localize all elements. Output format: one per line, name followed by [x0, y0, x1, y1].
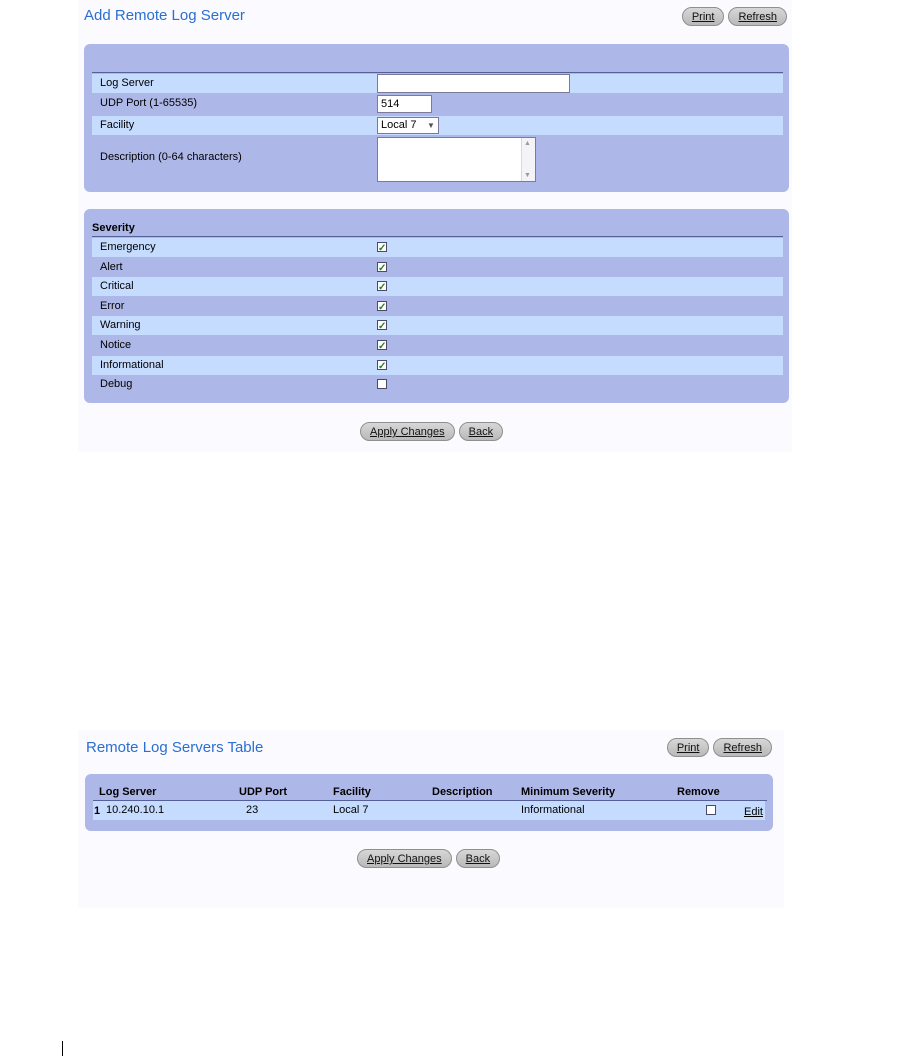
page-title: Add Remote Log Server: [84, 7, 245, 24]
apply-changes-button[interactable]: Apply Changes: [360, 422, 455, 441]
row-index: 1: [94, 805, 101, 817]
divider: [92, 72, 783, 73]
config-panel: [84, 44, 789, 192]
severity-row: [92, 238, 783, 257]
description-textarea[interactable]: [377, 137, 536, 182]
severity-checkbox[interactable]: [377, 340, 387, 350]
severity-label: Notice: [100, 339, 132, 351]
severity-label: Alert: [100, 260, 123, 273]
cell-log-server: 10.240.10.1: [106, 804, 165, 816]
severity-row: [92, 336, 783, 355]
udp-port-label: UDP Port (1-65535): [100, 97, 198, 109]
severity-checkbox[interactable]: [377, 262, 387, 272]
severity-row: [92, 297, 783, 316]
severity-label: Debug: [100, 378, 133, 391]
severity-checkbox[interactable]: [377, 379, 387, 389]
severity-label: Warning: [100, 319, 141, 332]
remove-checkbox[interactable]: [706, 805, 716, 815]
log-server-row: [92, 74, 783, 93]
facility-row: [92, 116, 783, 135]
col-facility: Facility: [333, 786, 371, 798]
severity-row: [92, 277, 783, 296]
col-udp-port: UDP Port: [239, 786, 288, 798]
edit-link[interactable]: Edit: [744, 806, 763, 818]
col-log-server: Log Server: [99, 786, 157, 798]
refresh-button[interactable]: Refresh: [728, 7, 787, 26]
add-log-server-frame: [78, 0, 792, 452]
table-print-button[interactable]: Print: [667, 738, 710, 757]
top-toolbar: [678, 7, 787, 26]
severity-row: [92, 356, 783, 375]
log-servers-table-frame: [78, 730, 784, 908]
severity-header: Severity: [92, 222, 135, 234]
col-remove: Remove: [677, 786, 720, 798]
log-server-label: Log Server: [100, 77, 154, 89]
table-actions: [353, 849, 500, 868]
scroll-down-icon[interactable]: ▼: [524, 172, 531, 179]
severity-checkbox[interactable]: [377, 281, 387, 291]
severity-label: Critical: [100, 280, 134, 293]
severity-checkbox[interactable]: [377, 242, 387, 252]
severity-label: Emergency: [100, 241, 156, 253]
udp-port-row: [92, 94, 783, 113]
table-panel: [85, 774, 773, 831]
col-description: Description: [432, 786, 493, 798]
table-title: Remote Log Servers Table: [86, 739, 264, 756]
chevron-down-icon[interactable]: ▼: [427, 121, 435, 130]
back-button[interactable]: Back: [459, 422, 503, 441]
table-back-button[interactable]: Back: [456, 849, 500, 868]
severity-row: [92, 316, 783, 335]
severity-panel: [84, 209, 789, 403]
severity-label: Informational: [100, 358, 164, 371]
table-apply-changes-button[interactable]: Apply Changes: [357, 849, 452, 868]
cell-udp-port: 23: [246, 804, 259, 816]
severity-checkbox[interactable]: [377, 320, 387, 330]
facility-value: Local 7: [381, 119, 417, 131]
facility-select[interactable]: [377, 117, 439, 134]
page-margin-mark: [62, 1041, 63, 1056]
severity-row: [92, 258, 783, 277]
col-minimum-severity: Minimum Severity: [521, 786, 616, 798]
severity-checkbox[interactable]: [377, 360, 387, 370]
cell-minimum-severity: Informational: [521, 804, 585, 816]
severity-row: [92, 375, 783, 394]
form-actions: [356, 422, 503, 441]
scroll-up-icon[interactable]: ▲: [524, 140, 531, 147]
divider: [92, 236, 783, 237]
log-server-input[interactable]: [377, 74, 570, 93]
textarea-scrollbar[interactable]: [521, 138, 535, 181]
description-label: Description (0-64 characters): [100, 151, 242, 163]
print-button[interactable]: Print: [682, 7, 725, 26]
udp-port-input[interactable]: 514: [377, 95, 432, 113]
table-refresh-button[interactable]: Refresh: [713, 738, 772, 757]
facility-label: Facility: [100, 119, 135, 131]
cell-facility: Local 7: [333, 804, 369, 816]
table-row: [93, 801, 765, 820]
severity-checkbox[interactable]: [377, 301, 387, 311]
table-toolbar: [663, 738, 772, 757]
severity-label: Error: [100, 299, 125, 312]
